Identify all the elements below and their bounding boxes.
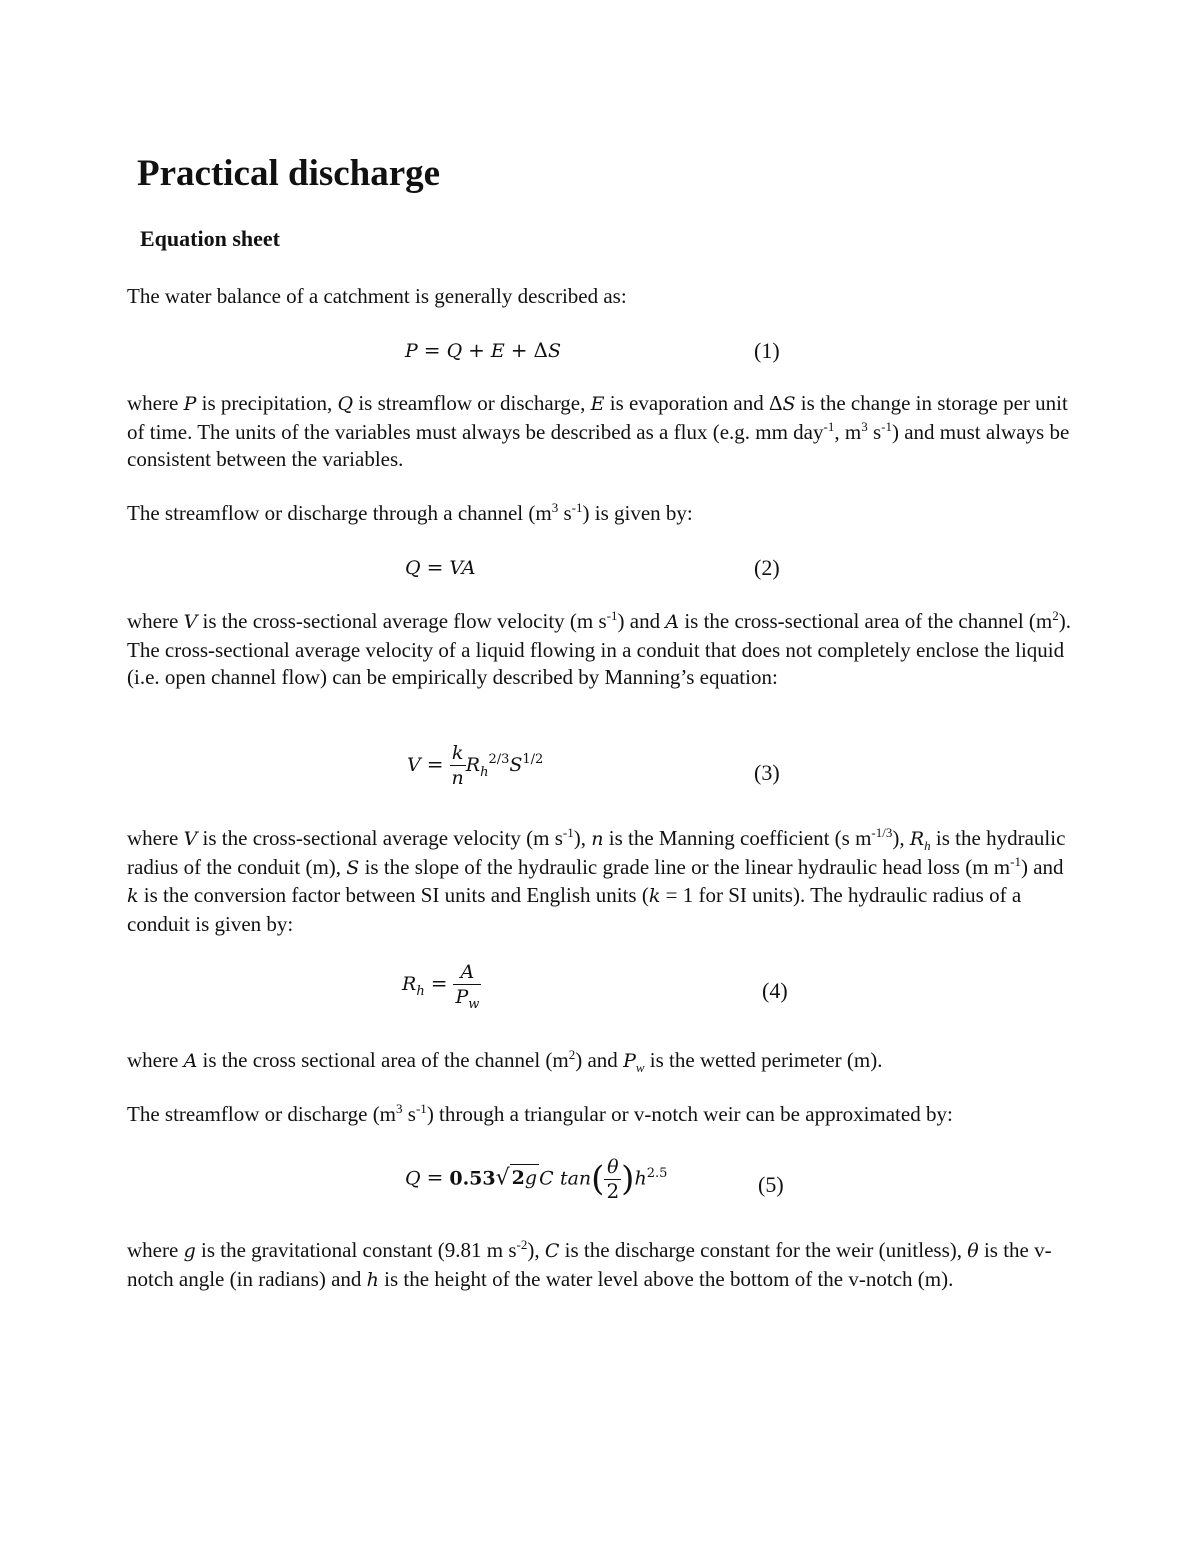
paragraph-weir-variables: where g is the gravitational constant (9.81 m $s^{-2}$), C is the discharge constant for the weir (unitless), θ is the v-notch angle (in radians) and h is the height of the water level above the bottom of the v-notch (m).	[127, 1237, 1052, 1291]
intro-paragraph: The water balance of a catchment is generally described as:	[127, 284, 627, 308]
equation-1-number: (1)	[754, 338, 780, 363]
equation-5: Q = 0.53√ 2g C tan( $\frac{\theta}{2}$ )$h^{2.5}$	[405, 1156, 668, 1203]
paragraph-v-notch-intro: The streamflow or discharge ($m^3$ $s^{-1}$) through a triangular or v-notch weir can be approximated by:	[127, 1101, 953, 1126]
section-heading: Equation sheet	[140, 226, 280, 251]
equation-5-number: (5)	[758, 1172, 784, 1197]
equation-3: V = $\frac{k}{n}$ $R_h^{2/3}S^{1/2}$	[407, 742, 544, 789]
page-title: Practical discharge	[137, 153, 441, 194]
paragraph-water-balance-variables: where P is precipitation, Q is streamflow or discharge, E is evaporation and ΔS is the change in storage per unit of time. The units of the variables must always be described as a flux (e.g. mm day$^{-1}$, $m^3$ $s^{-1}$) and must always be consistent between the variables.	[127, 391, 1070, 471]
paragraph-channel-discharge: The streamflow or discharge through a channel ($m^3$ $s^{-1}$) is given by:	[127, 500, 693, 525]
equation-2-number: (2)	[754, 555, 780, 580]
equation-2: Q = VA	[405, 555, 476, 579]
equation-4-number: (4)	[762, 978, 788, 1003]
equation-1: P = Q + E + ΔS	[405, 338, 562, 362]
fraction-theta-over-2: $\frac{\theta}{2}$	[606, 1156, 620, 1203]
equation-3-number: (3)	[754, 760, 780, 785]
paragraph-wetted-perimeter: where A is the cross sectional area of the channel $(m^2)$ and $P_w$ is the wetted perimeter (m).	[127, 1047, 883, 1076]
paragraph-manning-variables: where V is the cross-sectional average velocity (m $s^{-1}$), n is the Manning coefficient (s $m^{-1/3}$), $R_h$ is the hydraulic radius of the conduit (m), S is the slope of the hydraulic grade line or the linear hydraulic head loss (m $m^{-1}$) and k is the conversion factor between SI units and English units (k = 1 for SI units). The hydraulic radius of a conduit is given by:	[127, 825, 1066, 936]
fraction-a-over-pw: $\frac{A}{P_w}$	[455, 961, 480, 1012]
equation-4: $R_h$ = $\frac{A}{P_w}$	[402, 961, 480, 1012]
fraction-k-over-n: $\frac{k}{n}$	[451, 742, 464, 789]
paragraph-velocity-area: where V is the cross-sectional average flow velocity (m $s^{-1}$) and A is the cross-sectional area of the channel $(m^2)$. The cross-sectional average velocity of a liquid flowing in a conduit that does not completely enclose the liquid (i.e. open channel flow) can be empirically described by Manning’s equation:	[127, 608, 1072, 689]
